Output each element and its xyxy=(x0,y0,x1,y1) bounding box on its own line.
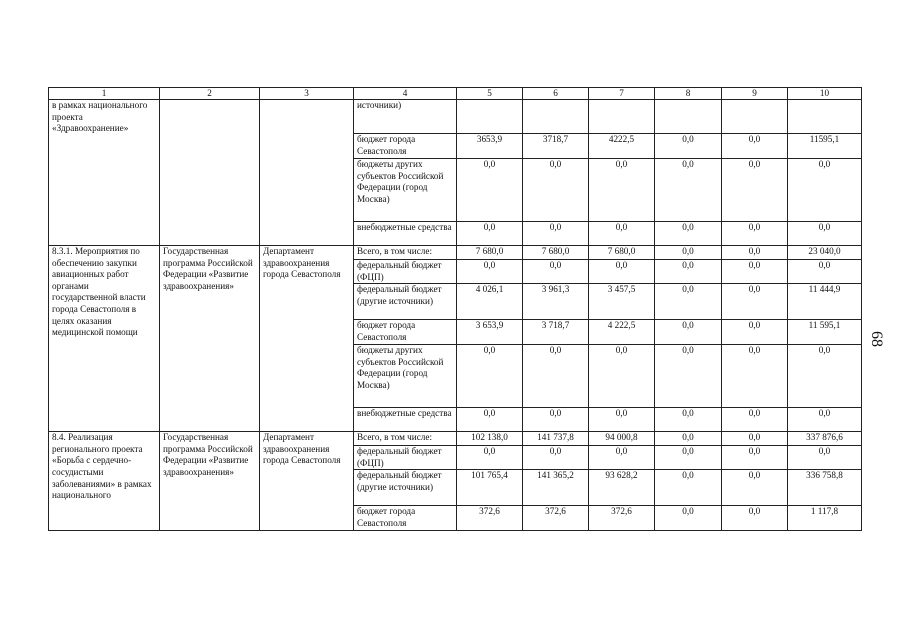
amount-cell: 0,0 xyxy=(457,446,523,470)
page-number: 68 xyxy=(868,331,885,347)
amount-cell xyxy=(523,100,589,134)
funding-source-cell: бюджет города Севастополя xyxy=(354,320,457,345)
amount-cell: 0,0 xyxy=(457,159,523,222)
amount-cell: 7 680,0 xyxy=(457,246,523,260)
amount-cell: 0,0 xyxy=(655,222,722,246)
amount-cell: 0,0 xyxy=(788,408,862,432)
amount-cell: 0,0 xyxy=(589,159,655,222)
amount-cell xyxy=(722,100,788,134)
amount-cell: 0,0 xyxy=(788,446,862,470)
amount-cell: 4 222,5 xyxy=(589,320,655,345)
amount-cell: 4 026,1 xyxy=(457,284,523,320)
block-national-project-continuation xyxy=(49,100,862,246)
table-row xyxy=(49,100,862,134)
amount-cell: 0,0 xyxy=(589,345,655,408)
amount-cell: 372,6 xyxy=(457,506,523,531)
amount-cell: 23 040,0 xyxy=(788,246,862,260)
amount-cell: 3 718,7 xyxy=(523,320,589,345)
block-8-3-1 xyxy=(49,246,862,432)
amount-cell: 0,0 xyxy=(589,222,655,246)
column-number: 4 xyxy=(354,88,457,100)
amount-cell: 0,0 xyxy=(523,260,589,284)
amount-cell: 0,0 xyxy=(722,246,788,260)
amount-cell: 0,0 xyxy=(523,222,589,246)
amount-cell: 0,0 xyxy=(523,159,589,222)
amount-cell: 11 444,9 xyxy=(788,284,862,320)
table-row xyxy=(49,432,862,446)
amount-cell: 0,0 xyxy=(589,260,655,284)
amount-cell: 0,0 xyxy=(655,159,722,222)
amount-cell: 336 758,8 xyxy=(788,470,862,506)
funding-source-cell: федеральный бюджет (другие источники) xyxy=(354,284,457,320)
amount-cell: 372,6 xyxy=(523,506,589,531)
funding-source-cell: внебюджетные средства xyxy=(354,408,457,432)
amount-cell: 0,0 xyxy=(655,134,722,159)
amount-cell: 0,0 xyxy=(722,506,788,531)
amount-cell: 101 765,4 xyxy=(457,470,523,506)
funding-source-cell: бюджеты других субъектов Российской Федерации (город Москва) xyxy=(354,159,457,222)
amount-cell: 0,0 xyxy=(457,260,523,284)
amount-cell xyxy=(589,100,655,134)
amount-cell: 0,0 xyxy=(655,470,722,506)
column-number: 5 xyxy=(457,88,523,100)
amount-cell: 0,0 xyxy=(722,134,788,159)
program-cell xyxy=(160,100,260,246)
funding-source-cell: Всего, в том числе: xyxy=(354,246,457,260)
table-row xyxy=(49,246,862,260)
amount-cell: 0,0 xyxy=(655,284,722,320)
amount-cell: 0,0 xyxy=(722,446,788,470)
amount-cell: 0,0 xyxy=(788,222,862,246)
column-number: 7 xyxy=(589,88,655,100)
amount-cell: 0,0 xyxy=(655,446,722,470)
amount-cell: 1 117,8 xyxy=(788,506,862,531)
column-number: 9 xyxy=(722,88,788,100)
column-number-row xyxy=(49,88,862,100)
amount-cell: 0,0 xyxy=(722,260,788,284)
funding-source-cell: федеральный бюджет (другие источники) xyxy=(354,470,457,506)
amount-cell: 0,0 xyxy=(457,222,523,246)
funding-source-cell: источники) xyxy=(354,100,457,134)
amount-cell: 0,0 xyxy=(788,345,862,408)
amount-cell: 7 680,0 xyxy=(523,246,589,260)
funding-source-cell: Всего, в том числе: xyxy=(354,432,457,446)
amount-cell: 0,0 xyxy=(788,159,862,222)
program-cell: Государственная программа Российской Федерации «Развитие здравоохранения» xyxy=(160,432,260,531)
amount-cell: 3 457,5 xyxy=(589,284,655,320)
budget-table xyxy=(48,87,862,531)
program-cell: Государственная программа Российской Федерации «Развитие здравоохранения» xyxy=(160,246,260,432)
amount-cell: 0,0 xyxy=(457,408,523,432)
column-number: 8 xyxy=(655,88,722,100)
amount-cell: 0,0 xyxy=(722,159,788,222)
amount-cell: 0,0 xyxy=(655,320,722,345)
amount-cell: 337 876,6 xyxy=(788,432,862,446)
amount-cell: 3 961,3 xyxy=(523,284,589,320)
amount-cell: 0,0 xyxy=(523,345,589,408)
column-number: 6 xyxy=(523,88,589,100)
amount-cell: 0,0 xyxy=(523,446,589,470)
column-number: 2 xyxy=(160,88,260,100)
amount-cell: 93 628,2 xyxy=(589,470,655,506)
amount-cell: 0,0 xyxy=(655,345,722,408)
amount-cell: 0,0 xyxy=(655,408,722,432)
amount-cell: 141 737,8 xyxy=(523,432,589,446)
executor-cell xyxy=(260,100,354,246)
amount-cell: 0,0 xyxy=(655,246,722,260)
executor-cell: Департамент здравоохранения города Севастополя xyxy=(260,432,354,531)
amount-cell xyxy=(788,100,862,134)
amount-cell xyxy=(655,100,722,134)
funding-source-cell: бюджеты других субъектов Российской Федерации (город Москва) xyxy=(354,345,457,408)
funding-source-cell: бюджет города Севастополя xyxy=(354,506,457,531)
column-number: 10 xyxy=(788,88,862,100)
funding-source-cell: бюджет города Севастополя xyxy=(354,134,457,159)
amount-cell: 0,0 xyxy=(589,408,655,432)
amount-cell: 3 653,9 xyxy=(457,320,523,345)
amount-cell: 0,0 xyxy=(722,345,788,408)
amount-cell: 0,0 xyxy=(722,320,788,345)
amount-cell: 0,0 xyxy=(722,284,788,320)
amount-cell: 11 595,1 xyxy=(788,320,862,345)
block-8-4 xyxy=(49,432,862,531)
amount-cell: 0,0 xyxy=(722,408,788,432)
amount-cell: 11595,1 xyxy=(788,134,862,159)
activity-name-cell: в рамках национального проекта «Здравоохранение» xyxy=(49,100,160,246)
funding-source-cell: внебюджетные средства xyxy=(354,222,457,246)
amount-cell: 0,0 xyxy=(722,222,788,246)
amount-cell: 3718,7 xyxy=(523,134,589,159)
amount-cell: 0,0 xyxy=(523,408,589,432)
amount-cell: 0,0 xyxy=(722,470,788,506)
amount-cell: 0,0 xyxy=(655,432,722,446)
amount-cell: 0,0 xyxy=(722,432,788,446)
executor-cell: Департамент здравоохранения города Севастополя xyxy=(260,246,354,432)
activity-name-cell: 8.4. Реализация регионального проекта «Борьба с сердечно-сосудистыми заболеваниями» в рамках национального xyxy=(49,432,160,531)
amount-cell: 0,0 xyxy=(655,506,722,531)
amount-cell: 141 365,2 xyxy=(523,470,589,506)
amount-cell: 0,0 xyxy=(788,260,862,284)
funding-source-cell: федеральный бюджет (ФЦП) xyxy=(354,260,457,284)
amount-cell: 372,6 xyxy=(589,506,655,531)
amount-cell: 0,0 xyxy=(589,446,655,470)
amount-cell: 4222,5 xyxy=(589,134,655,159)
amount-cell: 0,0 xyxy=(457,345,523,408)
activity-name-cell: 8.3.1. Мероприятия по обеспечению закупки авиационных работ органами государственной власти города Севастополя в целях оказания медицинской помощи xyxy=(49,246,160,432)
column-number: 1 xyxy=(49,88,160,100)
amount-cell: 7 680,0 xyxy=(589,246,655,260)
amount-cell: 3653,9 xyxy=(457,134,523,159)
funding-source-cell: федеральный бюджет (ФЦП) xyxy=(354,446,457,470)
amount-cell: 94 000,8 xyxy=(589,432,655,446)
amount-cell: 0,0 xyxy=(655,260,722,284)
amount-cell: 102 138,0 xyxy=(457,432,523,446)
column-number: 3 xyxy=(260,88,354,100)
amount-cell xyxy=(457,100,523,134)
